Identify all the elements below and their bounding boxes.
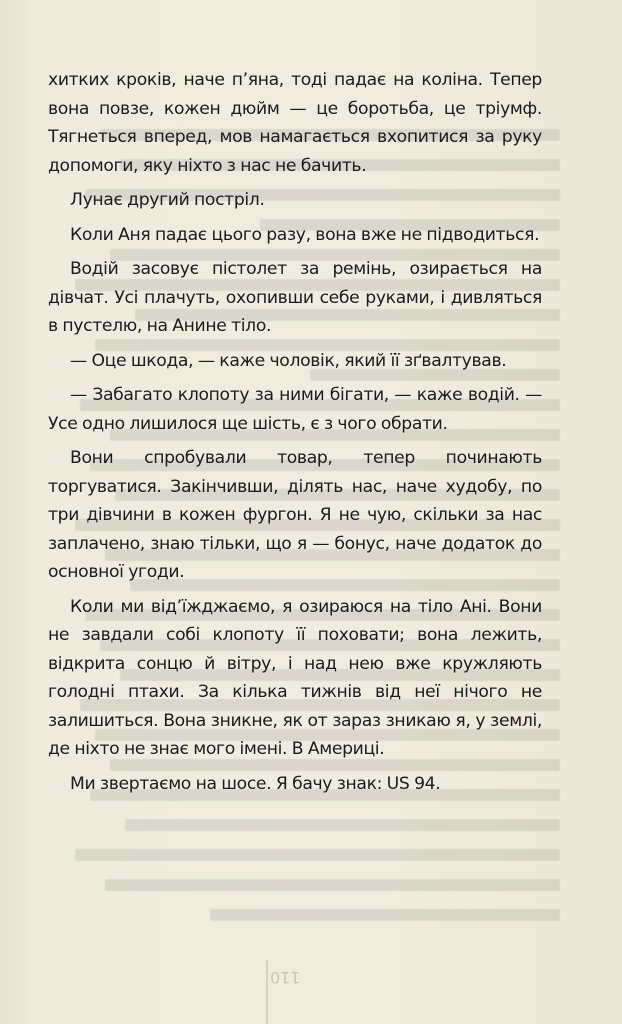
body-text	[48, 66, 542, 804]
bleed-through-page-number: 110	[270, 968, 301, 987]
paragraph-1: хитких кроків, наче п’яна, тоді падає на коліна. Тепер вона повзе, кожен дюйм — це боротьба, це тріумф. Тягнеться вперед, мов намагається вхопитися за руку допомоги, яку ніхто з нас не бачить.	[48, 70, 542, 176]
paragraph-3: Коли Аня падає цього разу, вона вже не підводиться.	[70, 224, 540, 245]
paragraph-5: — Оце шкода, — каже чоловік, який її зґвалтував.	[70, 350, 507, 371]
paragraph-2: Лунає другий постріл.	[70, 190, 265, 210]
paragraph-7: Вони спробували товар, тепер починають торгуватися. Закінчивши, ділять нас, наче худобу, по три дівчини в кожен фургон. Я не чую, скільки за нас заплачено, знаю тільки, що я — бонус, наче додаток до основної угоди.	[48, 448, 542, 582]
paragraph-9: Ми звертаємо на шосе. Я бачу знак: US 94.	[70, 773, 441, 794]
bleed-through-line	[60, 870, 560, 900]
bleed-through-line	[60, 810, 560, 840]
paragraph-6: — Забагато клопоту за ними бігати, — каже водій. — Усе одно лишилося ще шість, є з чого обрати.	[48, 385, 542, 434]
paragraph-8: Коли ми від’їжджаємо, я озираюся на тіло Ані. Вони не завдали собі клопоту її поховати; вона лежить, відкрита сонцю й вітру, і над нею вже кружляють голодні птахи. За кілька тижнів від неї нічого не залишиться. Вона зникне, як от зараз зникаю я, у землі, де ніхто не знає мого імені. В Америці.	[48, 596, 542, 759]
bleed-through-line	[60, 840, 560, 870]
bleed-through-line	[60, 900, 560, 930]
page-gutter-mark	[266, 960, 268, 1024]
paragraph-4: Водій засовує пістолет за ремінь, озирається на дівчат. Усі плачуть, охопивши себе руками, і дивляться в пустелю, на Анине тіло.	[48, 259, 542, 336]
